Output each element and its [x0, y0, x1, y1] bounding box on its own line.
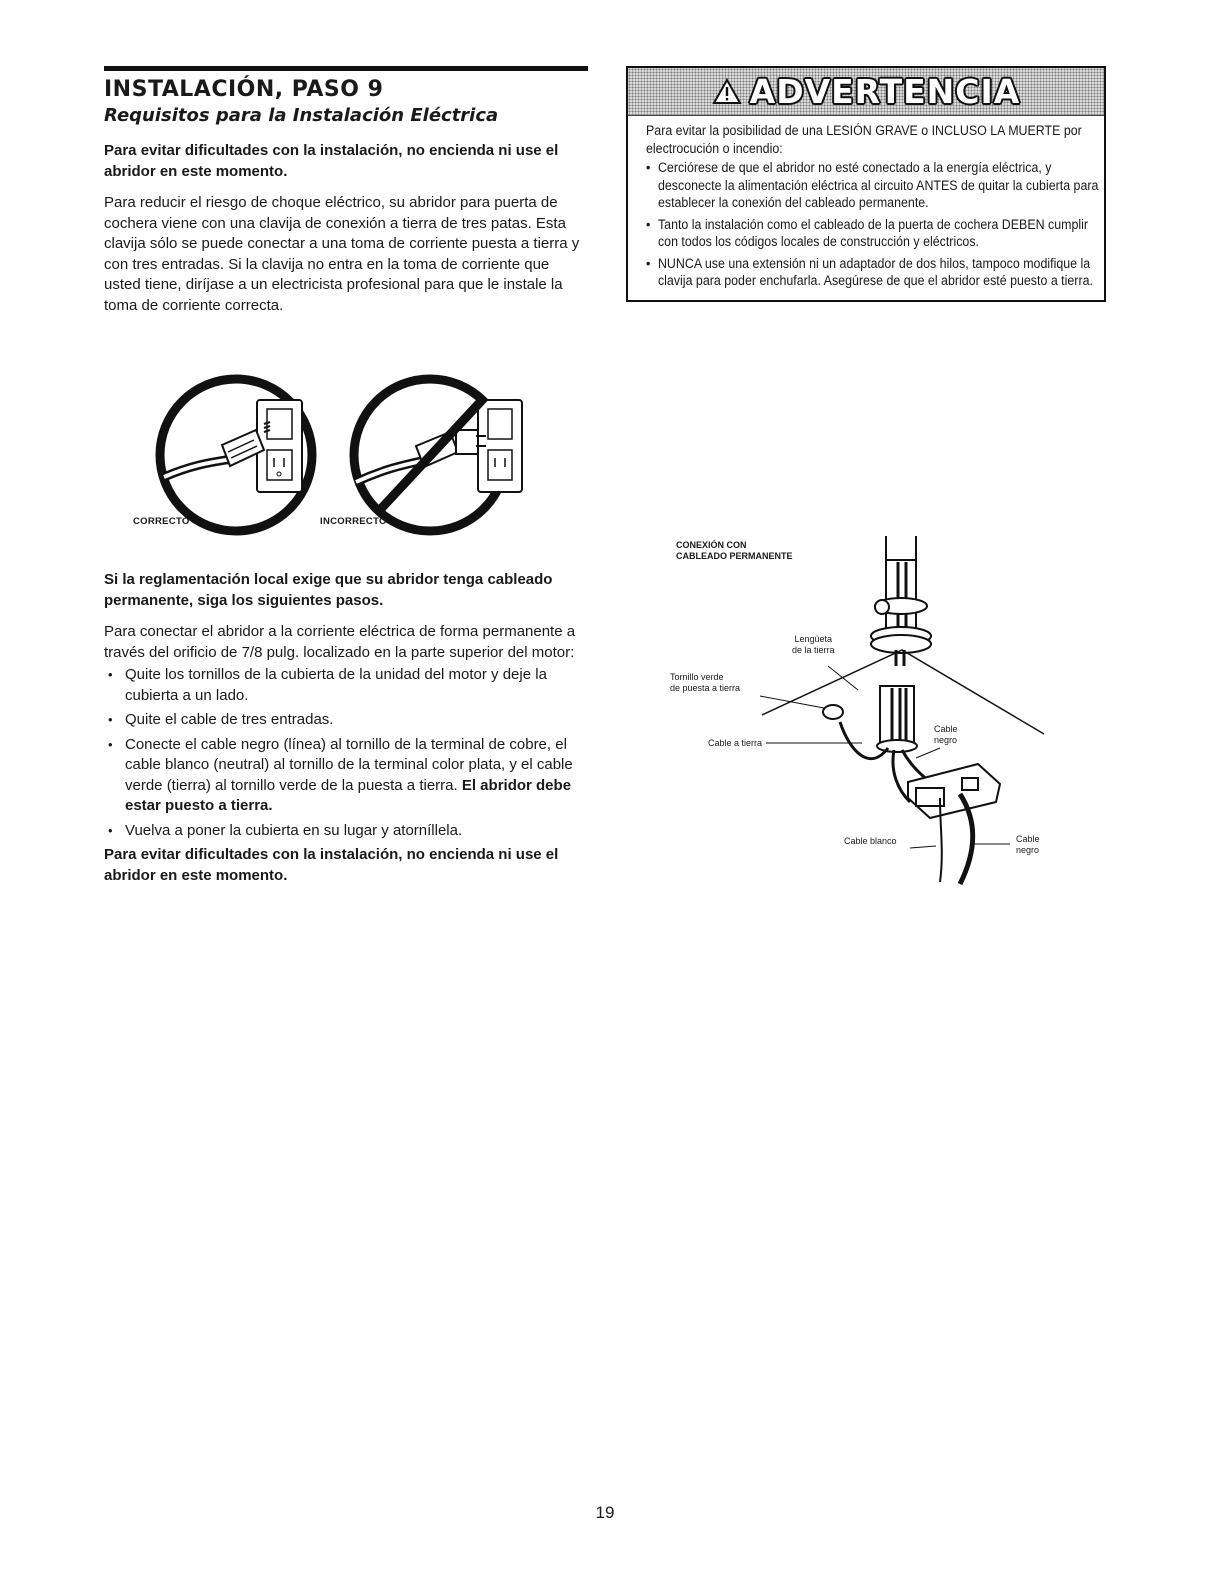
warning-body: [628, 116, 1104, 290]
warning-header: [628, 68, 1104, 116]
label-black-wire-bottom-line1: Cable: [1016, 834, 1040, 844]
section-subtitle: Requisitos para la Instalación Eléctrica: [104, 105, 499, 126]
permanent-paragraph: Para conectar el abridor a la corriente eléctrica de forma permanente a través del orificio de 7/8 pulg. localizado en la parte superior del motor:: [104, 623, 576, 661]
label-ground-tab: [792, 634, 835, 656]
warning-title: ADVERTENCIA: [749, 72, 1021, 111]
label-black-wire-bottom: [1016, 834, 1040, 856]
wiring-diagram: [640, 532, 1080, 892]
outlet-figure: [104, 312, 588, 544]
label-black-wire-top: [934, 724, 958, 746]
warning-intro: Para evitar la posibilidad de una LESIÓN GRAVE o INCLUSO LA MUERTE por electrocución o incendio:: [646, 123, 1082, 156]
label-ground-tab-line1: Lengüeta: [794, 634, 833, 644]
diagram-title-line2: CABLEADO PERMANENTE: [676, 551, 793, 561]
closing-warning: Para evitar dificultades con la instalación, no encienda ni use el abridor en este momento.: [104, 846, 559, 884]
step-item: • Quite los tornillos de la cubierta de la unidad del motor y deje la cubierta a un lado.: [104, 665, 588, 706]
correct-label: CORRECTO: [133, 516, 190, 527]
step-item: [104, 735, 588, 817]
step-item: • Quite el cable de tres entradas.: [104, 710, 588, 731]
diagram-title: [676, 540, 793, 562]
label-green-screw: [670, 672, 740, 694]
correct-plug-illustration: [160, 379, 312, 531]
warning-item: • NUNCA use una extensión ni un adaptador de dos hilos, tampoco modifique la clavija para poder enchufarla. Asegúrese de que el abridor esté puesto a tierra.: [646, 255, 1099, 290]
diagram-title-line1: CONEXIÓN CON: [676, 540, 747, 550]
title-rule: [104, 66, 588, 71]
warning-triangle-icon: [712, 78, 742, 105]
label-black-wire-top-line1: Cable: [934, 724, 958, 734]
warning-item: • Cerciórese de que el abridor no esté conectado a la energía eléctrica, y desconecte la alimentación eléctrica al circuito ANTES de quitar la cubierta para establecer la conexión del cableado permanente.: [646, 159, 1099, 212]
incorrect-label: INCORRECTO: [320, 516, 387, 527]
permanent-heading: Si la reglamentación local exige que su abridor tenga cableado permanente, siga los siguientes pasos.: [104, 571, 553, 609]
left-column: [104, 66, 588, 316]
step-3-text: Conecte el cable negro (línea) al tornillo de la terminal de cobre, el cable blanco (neutral) al tornillo de la terminal color plata, y el cable verde (tierra) al tornillo verde de la puesta a tierra.: [125, 735, 573, 794]
step-3-bold: El abridor debe estar puesto a tierra.: [125, 776, 572, 814]
permanent-wiring-section: [104, 570, 588, 886]
intro-warning: Para evitar dificultades con la instalación, no encienda ni use el abridor en este momento.: [104, 142, 559, 180]
label-ground-tab-line2: de la tierra: [792, 645, 835, 655]
intro-paragraph: Para reducir el riesgo de choque eléctrico, su abridor para puerta de cochera viene con una clavija de conexión a tierra de tres patas. Esta clavija sólo se puede conectar a una toma de corriente puesta a tierra y con tres entradas. Si la clavija no entra en la toma de corriente que usted tiene, diríjase a un electricista profesional para que le instale la toma de corriente correcta.: [104, 194, 580, 314]
label-black-wire-top-line2: negro: [934, 735, 958, 745]
warning-box: [626, 66, 1106, 302]
label-ground-wire: Cable a tierra: [708, 738, 763, 748]
warning-item: • Tanto la instalación como el cableado de la puerta de cochera DEBEN cumplir con todos los códigos locales de construcción y eléctricos.: [646, 216, 1099, 251]
label-black-wire-bottom-line2: negro: [1016, 845, 1040, 855]
outlet-illustration: [104, 312, 588, 544]
page-title: INSTALACIÓN, PASO 9: [104, 77, 384, 102]
label-green-screw-line2: de puesta a tierra: [670, 683, 741, 693]
step-item: • Vuelva a poner la cubierta en su lugar y atorníllela.: [104, 821, 588, 842]
label-white-wire: Cable blanco: [844, 836, 897, 846]
page-number: 19: [595, 1503, 615, 1522]
incorrect-plug-illustration: [354, 379, 522, 531]
label-green-screw-line1: Tornillo verde: [670, 672, 724, 682]
